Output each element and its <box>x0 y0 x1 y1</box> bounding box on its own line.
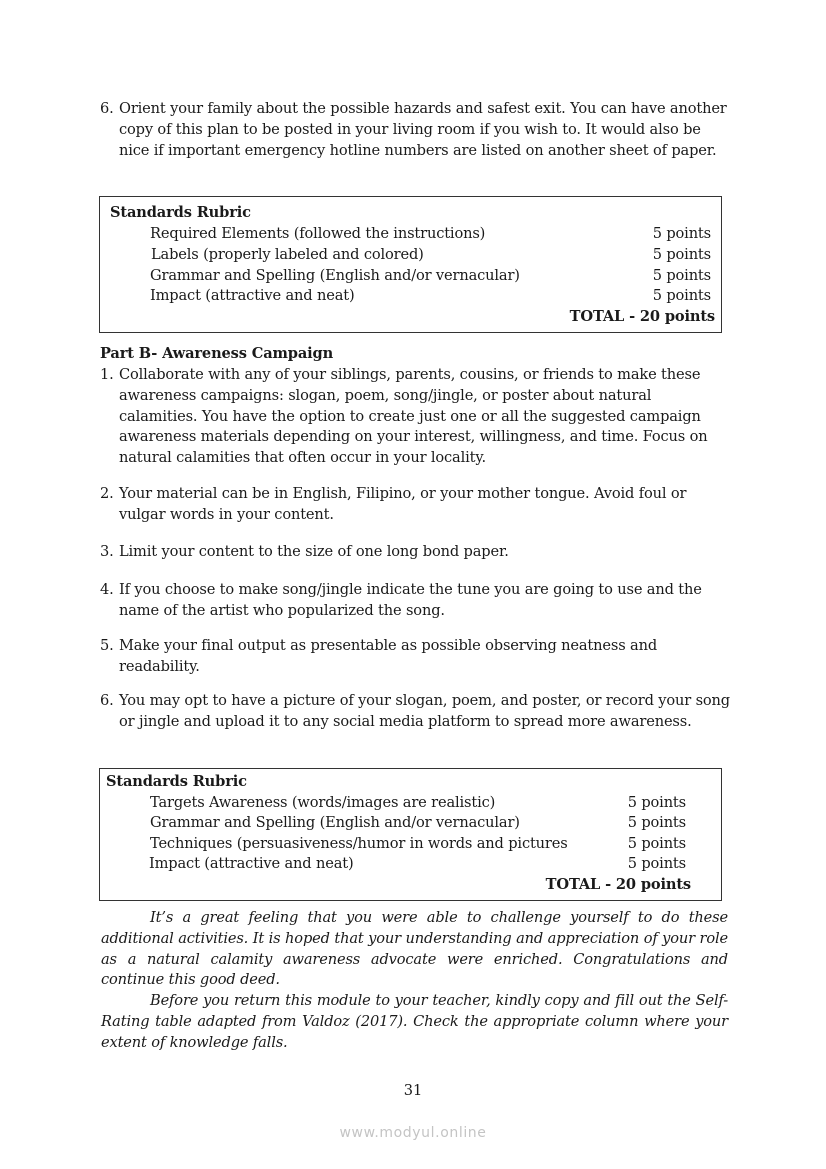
rubric-title: Standards Rubric <box>106 773 247 790</box>
closing-text <box>101 908 728 1054</box>
closing-paragraph: Before you return this module to your teacher, kindly copy and fill out the Self-Rating table adapted from Valdoz (2017). Check the appropriate column where your extent of knowledge falls. <box>101 992 728 1051</box>
standards-rubric-part-b <box>99 768 722 901</box>
rubric-criterion: Impact (attractive and neat) <box>150 287 355 304</box>
rubric-points: 5 points <box>627 835 686 852</box>
item-number: 2. <box>100 485 114 502</box>
item-text: If you choose to make song/jingle indicate the tune you are going to use and the name of the artist who popularized the song. <box>119 581 702 619</box>
item-text: You may opt to have a picture of your slogan, poem, and poster, or record your song or jingle and upload it to any social media platform to spread more awareness. <box>119 692 730 730</box>
rubric-total: TOTAL - 20 points <box>545 876 691 893</box>
page-number: 31 <box>403 1082 423 1099</box>
part-b-item-1 <box>100 365 730 469</box>
rubric-points: 5 points <box>627 794 686 811</box>
rubric-criterion: Required Elements (followed the instructions) <box>150 225 486 242</box>
item-text: Your material can be in English, Filipino, or your mother tongue. Avoid foul or vulgar words in your content. <box>119 485 687 523</box>
rubric-title: Standards Rubric <box>110 204 251 221</box>
rubric-total: TOTAL - 20 points <box>569 308 715 325</box>
part-b-item-2 <box>100 484 730 526</box>
rubric-points: 5 points <box>652 225 711 242</box>
rubric-criterion: Impact (attractive and neat) <box>149 855 354 872</box>
item-number: 1. <box>100 366 114 383</box>
part-b-item-6 <box>100 691 730 733</box>
standards-rubric-part-a <box>99 196 722 333</box>
rubric-criterion: Grammar and Spelling (English and/or vernacular) <box>150 814 520 831</box>
item-text: Make your final output as presentable as possible observing neatness and readability. <box>119 637 658 675</box>
part-b-heading: Part B- Awareness Campaign <box>100 345 334 362</box>
item-number: 6. <box>100 100 114 117</box>
item-number: 4. <box>100 581 114 598</box>
part-b-item-3 <box>100 542 730 563</box>
rubric-criterion: Labels (properly labeled and colored) <box>151 246 424 263</box>
item-text: Collaborate with any of your siblings, parents, cousins, or friends to make these awareness campaigns: slogan, poem, song/jingle, or poster about natural calamities. You have the option to create just one or all the suggested campaign awareness materials depending on your interest, willingness, and time. Focus on natural calamities that often occur in your locality. <box>119 366 708 467</box>
item-number: 5. <box>100 637 114 654</box>
rubric-points: 5 points <box>652 267 711 284</box>
part-b-item-5 <box>100 636 730 678</box>
rubric-criterion: Techniques (persuasiveness/humor in words and pictures <box>150 835 568 852</box>
rubric-points: 5 points <box>652 246 711 263</box>
closing-paragraph: It’s a great feeling that you were able to challenge yourself to do these additional activities. It is hoped that your understanding and appreciation of your role as a natural calamity awareness advocate were enriched. Congratulations and continue this good deed. <box>101 909 728 989</box>
item-number: 3. <box>100 543 114 560</box>
item-text: Orient your family about the possible hazards and safest exit. You can have another copy of this plan to be posted in your living room if you wish to. It would also be nice if important emergency hotline numbers are listed on another sheet of paper. <box>119 100 727 159</box>
rubric-points: 5 points <box>627 814 686 831</box>
rubric-points: 5 points <box>652 287 711 304</box>
rubric-points: 5 points <box>627 855 686 872</box>
rubric-criterion: Grammar and Spelling (English and/or vernacular) <box>150 267 520 284</box>
part-a-item-6 <box>100 99 730 161</box>
watermark: www.modyul.online <box>339 1125 487 1141</box>
item-text: Limit your content to the size of one long bond paper. <box>119 543 509 560</box>
rubric-criterion: Targets Awareness (words/images are realistic) <box>150 794 496 811</box>
part-b-item-4 <box>100 580 730 622</box>
item-number: 6. <box>100 692 114 709</box>
